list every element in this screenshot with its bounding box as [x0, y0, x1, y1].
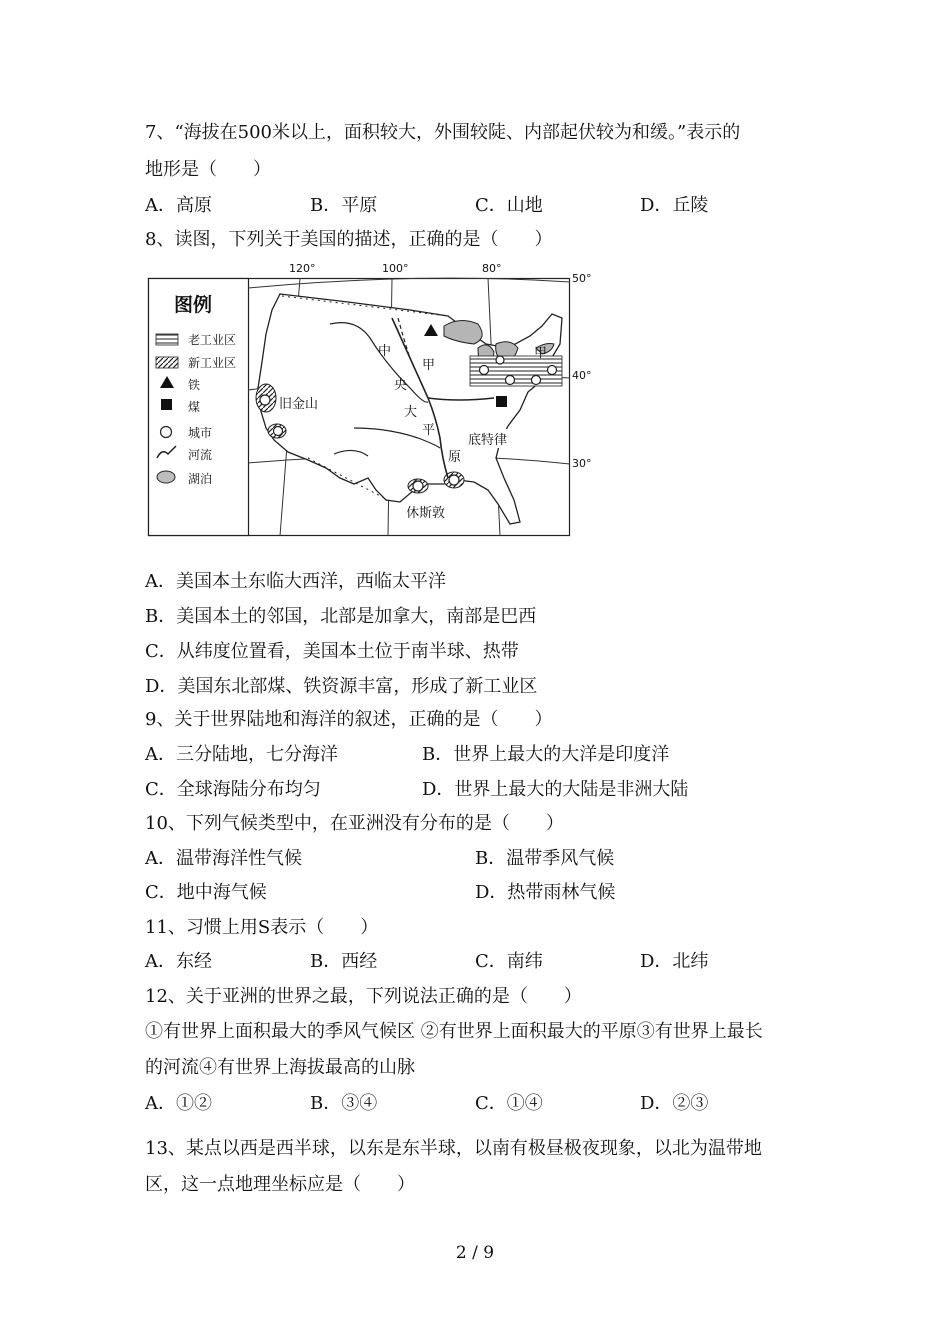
- q7-option-d: D．丘陵: [640, 195, 709, 216]
- city-san-francisco: [260, 395, 270, 405]
- q9-option-c: C．全球海陆分布均匀: [145, 779, 321, 800]
- longitude-80-label: 80°: [482, 262, 502, 275]
- coal-deposit: [496, 396, 507, 407]
- place-houston: 休斯敦: [406, 502, 445, 521]
- city-chicago: [480, 366, 489, 375]
- q12-stem: 12、关于亚洲的世界之最，下列说法正确的是（ ）: [145, 986, 582, 1007]
- city-detroit: [496, 356, 504, 364]
- q12-statement-line2: 的河流④有世界上海拔最高的山脉: [145, 1057, 415, 1078]
- legend-title: 图例: [174, 294, 213, 316]
- central-plain-char-2: 央: [394, 378, 408, 393]
- q12-option-c: C．①④: [475, 1093, 543, 1114]
- place-san-francisco: 旧金山: [279, 393, 318, 412]
- city-houston: [413, 481, 423, 491]
- q10-option-d: D．热带雨林气候: [475, 882, 616, 903]
- place-detroit: 底特律: [468, 429, 507, 448]
- longitude-120-label: 120°: [289, 262, 316, 275]
- q10-option-c: C．地中海气候: [145, 882, 267, 903]
- legend-label-river: 河流: [188, 448, 213, 462]
- q9-option-a: A．三分陆地，七分海洋: [145, 744, 338, 765]
- city-east-1: [532, 376, 541, 385]
- q10-option-a: A．温带海洋性气候: [145, 848, 302, 869]
- q12-statement-line1: ①有世界上面积最大的季风气候区 ②有世界上面积最大的平原③有世界上最长: [145, 1021, 763, 1042]
- q12-option-a: A．①②: [145, 1093, 212, 1114]
- q8-option-a: A．美国本土东临大西洋，西临太平洋: [145, 571, 446, 592]
- q13-stem-line2: 区，这一点地理坐标应是（ ）: [145, 1174, 415, 1195]
- latitude-30-label: 30°: [572, 457, 592, 470]
- legend-old-industry-swatch: [156, 334, 178, 345]
- q8-option-b: B．美国本土的邻国，北部是加拿大，南部是巴西: [145, 606, 537, 627]
- q11-stem: 11、习惯上用S表示（ ）: [145, 917, 379, 938]
- legend-label-iron: 铁: [188, 378, 201, 392]
- q13-stem-line1: 13、某点以西是西半球，以东是东半球，以南有极昼极夜现象，以北为温带地: [145, 1138, 762, 1159]
- q7-option-c: C．山地: [475, 195, 543, 216]
- city-pittsburgh: [506, 376, 515, 385]
- legend-city-symbol: [161, 427, 172, 438]
- q9-stem: 9、关于世界陆地和海洋的叙述，正确的是（ ）: [145, 709, 553, 730]
- q11-option-d: D．北纬: [640, 951, 709, 972]
- legend-label-coal: 煤: [188, 400, 201, 414]
- legend-new-industry-swatch: [156, 357, 178, 368]
- latitude-40-label: 40°: [572, 369, 592, 382]
- q8-option-c: C．从纬度位置看，美国本土位于南半球、热带: [145, 641, 519, 662]
- city-east-2: [548, 366, 557, 375]
- q11-option-b: B．西经: [310, 951, 378, 972]
- legend-label-lake: 湖泊: [188, 472, 213, 486]
- latitude-50-label: 50°: [572, 272, 592, 285]
- place-jia-northeast: 甲: [534, 346, 548, 361]
- q7-option-a: A．高原: [145, 195, 212, 216]
- legend-label-old-industry: 老工业区: [188, 333, 237, 347]
- page-number: 2 / 9: [455, 1243, 495, 1263]
- city-los-angeles: [274, 427, 283, 436]
- q10-stem: 10、下列气候类型中，在亚洲没有分布的是（ ）: [145, 813, 564, 834]
- q12-option-d: D．②③: [640, 1093, 709, 1114]
- q7-option-b: B．平原: [310, 195, 378, 216]
- q11-option-c: C．南纬: [475, 951, 543, 972]
- central-plain-char-4: 平: [422, 423, 436, 438]
- legend-lake-symbol: [157, 471, 175, 483]
- city-new-orleans: [449, 475, 459, 485]
- q11-option-a: A．东经: [145, 951, 212, 972]
- q8-option-d: D．美国东北部煤、铁资源丰富，形成了新工业区: [145, 676, 538, 697]
- q10-option-b: B．温带季风气候: [475, 848, 615, 869]
- q7-stem-line1: 7、“海拔在500米以上，面积较大，外围较陡、内部起伏较为和缓。”表示的: [145, 122, 741, 143]
- central-plain-char-1: 中: [378, 344, 392, 359]
- legend-coal-symbol: [161, 399, 172, 410]
- legend-label-new-industry: 新工业区: [188, 356, 237, 370]
- q9-option-b: B．世界上最大的大洋是印度洋: [422, 744, 670, 765]
- central-plain-char-3: 大: [404, 405, 418, 420]
- longitude-100-label: 100°: [382, 262, 409, 275]
- q7-stem-line2: 地形是（ ）: [145, 159, 271, 180]
- place-jia-central: 甲: [422, 358, 436, 373]
- central-plain-char-5: 原: [448, 450, 462, 465]
- q9-option-d: D．世界上最大的大陆是非洲大陆: [422, 779, 689, 800]
- q8-stem: 8、读图，下列关于美国的描述，正确的是（ ）: [145, 229, 553, 250]
- q12-option-b: B．③④: [310, 1093, 378, 1114]
- legend-label-city: 城市: [188, 426, 213, 440]
- usa-industry-map: [148, 262, 592, 536]
